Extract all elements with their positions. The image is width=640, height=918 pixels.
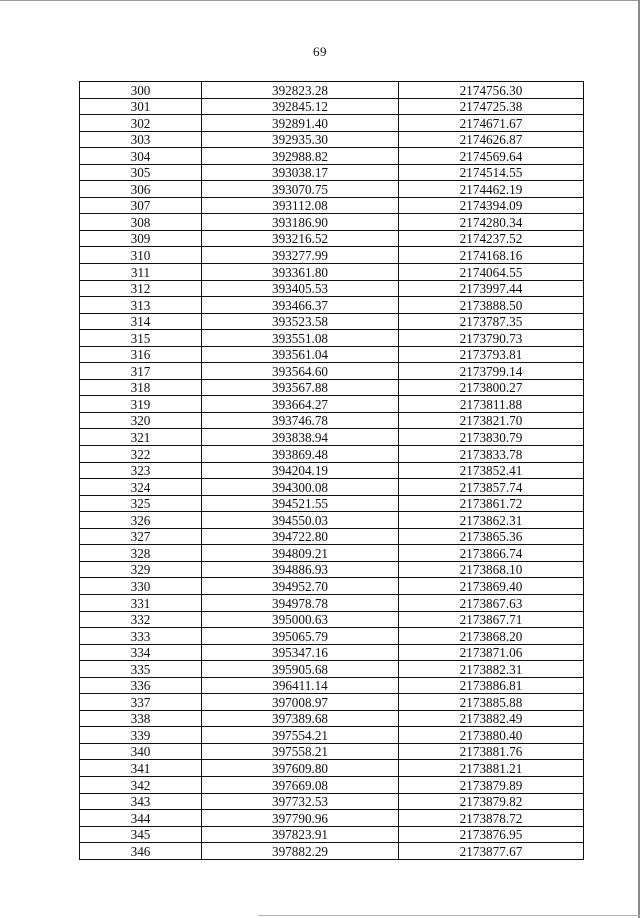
table-row (80, 743, 584, 760)
x-coordinate-cell: 397008.97 (202, 694, 399, 711)
table-row (80, 379, 584, 396)
x-coordinate-cell: 393112.08 (202, 197, 399, 214)
point-number-cell: 318 (80, 379, 202, 396)
point-number-cell: 312 (80, 280, 202, 297)
x-coordinate-cell: 394521.55 (202, 495, 399, 512)
table-row (80, 462, 584, 479)
x-coordinate-cell: 397790.96 (202, 810, 399, 827)
table-row (80, 230, 584, 247)
x-coordinate-cell: 397609.80 (202, 760, 399, 777)
x-coordinate-cell: 393038.17 (202, 164, 399, 181)
y-coordinate-cell: 2173811.88 (399, 396, 584, 413)
point-number-cell: 304 (80, 148, 202, 165)
point-number-cell: 335 (80, 661, 202, 678)
point-number-cell: 301 (80, 98, 202, 115)
table-row (80, 512, 584, 529)
table-row (80, 313, 584, 330)
x-coordinate-cell: 393523.58 (202, 313, 399, 330)
point-number-cell: 333 (80, 628, 202, 645)
x-coordinate-cell: 397669.08 (202, 776, 399, 793)
point-number-cell: 343 (80, 793, 202, 810)
x-coordinate-cell: 393838.94 (202, 429, 399, 446)
point-number-cell: 313 (80, 297, 202, 314)
point-number-cell: 337 (80, 694, 202, 711)
y-coordinate-cell: 2173857.74 (399, 479, 584, 496)
x-coordinate-cell: 394550.03 (202, 512, 399, 529)
table-row (80, 677, 584, 694)
table-row (80, 297, 584, 314)
x-coordinate-cell: 393216.52 (202, 230, 399, 247)
point-number-cell: 326 (80, 512, 202, 529)
x-coordinate-cell: 392988.82 (202, 148, 399, 165)
table-row (80, 760, 584, 777)
table-row (80, 727, 584, 744)
point-number-cell: 308 (80, 214, 202, 231)
point-number-cell: 331 (80, 594, 202, 611)
table-row (80, 545, 584, 562)
y-coordinate-cell: 2174237.52 (399, 230, 584, 247)
point-number-cell: 345 (80, 826, 202, 843)
table-row (80, 776, 584, 793)
x-coordinate-cell: 394204.19 (202, 462, 399, 479)
y-coordinate-cell: 2173821.70 (399, 412, 584, 429)
y-coordinate-cell: 2173852.41 (399, 462, 584, 479)
point-number-cell: 314 (80, 313, 202, 330)
page-number: 69 (313, 44, 327, 59)
x-coordinate-cell: 393561.04 (202, 346, 399, 363)
point-number-cell: 310 (80, 247, 202, 264)
table-row (80, 446, 584, 463)
x-coordinate-cell: 393551.08 (202, 330, 399, 347)
y-coordinate-cell: 2174394.09 (399, 197, 584, 214)
x-coordinate-cell: 395065.79 (202, 628, 399, 645)
table-row (80, 793, 584, 810)
x-coordinate-cell: 392891.40 (202, 115, 399, 132)
table-row (80, 843, 584, 860)
y-coordinate-cell: 2173881.76 (399, 743, 584, 760)
y-coordinate-cell: 2173867.71 (399, 611, 584, 628)
table-row (80, 330, 584, 347)
point-number-cell: 322 (80, 446, 202, 463)
y-coordinate-cell: 2173833.78 (399, 446, 584, 463)
x-coordinate-cell: 397558.21 (202, 743, 399, 760)
y-coordinate-cell: 2173790.73 (399, 330, 584, 347)
table-row (80, 131, 584, 148)
point-number-cell: 309 (80, 230, 202, 247)
table-row (80, 197, 584, 214)
point-number-cell: 329 (80, 561, 202, 578)
table-row (80, 247, 584, 264)
y-coordinate-cell: 2173867.63 (399, 594, 584, 611)
y-coordinate-cell: 2174671.67 (399, 115, 584, 132)
y-coordinate-cell: 2173862.31 (399, 512, 584, 529)
point-number-cell: 328 (80, 545, 202, 562)
y-coordinate-cell: 2174725.38 (399, 98, 584, 115)
x-coordinate-cell: 395905.68 (202, 661, 399, 678)
point-number-cell: 305 (80, 164, 202, 181)
y-coordinate-cell: 2173886.81 (399, 677, 584, 694)
scan-edge-top (0, 0, 640, 1)
x-coordinate-cell: 393564.60 (202, 363, 399, 380)
y-coordinate-cell: 2173879.82 (399, 793, 584, 810)
x-coordinate-cell: 393277.99 (202, 247, 399, 264)
y-coordinate-cell: 2173881.21 (399, 760, 584, 777)
x-coordinate-cell: 392823.28 (202, 82, 399, 99)
x-coordinate-cell: 393466.37 (202, 297, 399, 314)
point-number-cell: 336 (80, 677, 202, 694)
x-coordinate-cell: 393746.78 (202, 412, 399, 429)
y-coordinate-cell: 2174569.64 (399, 148, 584, 165)
table-row (80, 561, 584, 578)
x-coordinate-cell: 394952.70 (202, 578, 399, 595)
point-number-cell: 341 (80, 760, 202, 777)
point-number-cell: 338 (80, 710, 202, 727)
y-coordinate-cell: 2173880.40 (399, 727, 584, 744)
point-number-cell: 319 (80, 396, 202, 413)
point-number-cell: 342 (80, 776, 202, 793)
y-coordinate-cell: 2174462.19 (399, 181, 584, 198)
table-row (80, 594, 584, 611)
y-coordinate-cell: 2173868.10 (399, 561, 584, 578)
point-number-cell: 334 (80, 644, 202, 661)
point-number-cell: 330 (80, 578, 202, 595)
y-coordinate-cell: 2173869.40 (399, 578, 584, 595)
x-coordinate-cell: 393070.75 (202, 181, 399, 198)
y-coordinate-cell: 2173997.44 (399, 280, 584, 297)
x-coordinate-cell: 394300.08 (202, 479, 399, 496)
table-row (80, 264, 584, 281)
y-coordinate-cell: 2174168.16 (399, 247, 584, 264)
y-coordinate-cell: 2173866.74 (399, 545, 584, 562)
table-row (80, 710, 584, 727)
x-coordinate-cell: 396411.14 (202, 677, 399, 694)
y-coordinate-cell: 2173799.14 (399, 363, 584, 380)
table-row (80, 396, 584, 413)
point-number-cell: 327 (80, 528, 202, 545)
point-number-cell: 320 (80, 412, 202, 429)
y-coordinate-cell: 2174064.55 (399, 264, 584, 281)
coordinates-table (79, 81, 584, 860)
point-number-cell: 303 (80, 131, 202, 148)
y-coordinate-cell: 2174280.34 (399, 214, 584, 231)
x-coordinate-cell: 393405.53 (202, 280, 399, 297)
y-coordinate-cell: 2174626.87 (399, 131, 584, 148)
x-coordinate-cell: 393361.80 (202, 264, 399, 281)
table-row (80, 644, 584, 661)
table-row (80, 181, 584, 198)
point-number-cell: 306 (80, 181, 202, 198)
table-row (80, 115, 584, 132)
x-coordinate-cell: 397554.21 (202, 727, 399, 744)
table-row (80, 694, 584, 711)
x-coordinate-cell: 394722.80 (202, 528, 399, 545)
table-row (80, 412, 584, 429)
y-coordinate-cell: 2173876.95 (399, 826, 584, 843)
point-number-cell: 302 (80, 115, 202, 132)
point-number-cell: 321 (80, 429, 202, 446)
x-coordinate-cell: 395347.16 (202, 644, 399, 661)
x-coordinate-cell: 393869.48 (202, 446, 399, 463)
table-row (80, 628, 584, 645)
y-coordinate-cell: 2173793.81 (399, 346, 584, 363)
table-row (80, 363, 584, 380)
table-row (80, 164, 584, 181)
y-coordinate-cell: 2173877.67 (399, 843, 584, 860)
x-coordinate-cell: 394886.93 (202, 561, 399, 578)
y-coordinate-cell: 2173865.36 (399, 528, 584, 545)
y-coordinate-cell: 2173882.31 (399, 661, 584, 678)
table-row (80, 528, 584, 545)
y-coordinate-cell: 2173882.49 (399, 710, 584, 727)
x-coordinate-cell: 392845.12 (202, 98, 399, 115)
table-row (80, 280, 584, 297)
point-number-cell: 344 (80, 810, 202, 827)
point-number-cell: 311 (80, 264, 202, 281)
point-number-cell: 315 (80, 330, 202, 347)
y-coordinate-cell: 2173888.50 (399, 297, 584, 314)
x-coordinate-cell: 394978.78 (202, 594, 399, 611)
table-row (80, 214, 584, 231)
table-row (80, 578, 584, 595)
point-number-cell: 340 (80, 743, 202, 760)
table-row (80, 82, 584, 99)
y-coordinate-cell: 2173885.88 (399, 694, 584, 711)
table-row (80, 611, 584, 628)
y-coordinate-cell: 2174514.55 (399, 164, 584, 181)
point-number-cell: 339 (80, 727, 202, 744)
point-number-cell: 325 (80, 495, 202, 512)
point-number-cell: 332 (80, 611, 202, 628)
y-coordinate-cell: 2173861.72 (399, 495, 584, 512)
table-row (80, 810, 584, 827)
x-coordinate-cell: 397882.29 (202, 843, 399, 860)
x-coordinate-cell: 395000.63 (202, 611, 399, 628)
point-number-cell: 300 (80, 82, 202, 99)
x-coordinate-cell: 392935.30 (202, 131, 399, 148)
table-row (80, 346, 584, 363)
y-coordinate-cell: 2173878.72 (399, 810, 584, 827)
y-coordinate-cell: 2173868.20 (399, 628, 584, 645)
point-number-cell: 346 (80, 843, 202, 860)
point-number-cell: 316 (80, 346, 202, 363)
point-number-cell: 307 (80, 197, 202, 214)
x-coordinate-cell: 397823.91 (202, 826, 399, 843)
table-row (80, 826, 584, 843)
table-row (80, 661, 584, 678)
y-coordinate-cell: 2173871.06 (399, 644, 584, 661)
x-coordinate-cell: 397732.53 (202, 793, 399, 810)
point-number-cell: 324 (80, 479, 202, 496)
y-coordinate-cell: 2173830.79 (399, 429, 584, 446)
y-coordinate-cell: 2173787.35 (399, 313, 584, 330)
x-coordinate-cell: 397389.68 (202, 710, 399, 727)
point-number-cell: 323 (80, 462, 202, 479)
x-coordinate-cell: 394809.21 (202, 545, 399, 562)
y-coordinate-cell: 2173879.89 (399, 776, 584, 793)
x-coordinate-cell: 393664.27 (202, 396, 399, 413)
x-coordinate-cell: 393186.90 (202, 214, 399, 231)
table-row (80, 148, 584, 165)
scan-edge-bottom (258, 915, 640, 916)
x-coordinate-cell: 393567.88 (202, 379, 399, 396)
table-row (80, 429, 584, 446)
table-row (80, 479, 584, 496)
point-number-cell: 317 (80, 363, 202, 380)
coordinates-table-body (80, 82, 584, 860)
table-row (80, 495, 584, 512)
table-row (80, 98, 584, 115)
y-coordinate-cell: 2173800.27 (399, 379, 584, 396)
y-coordinate-cell: 2174756.30 (399, 82, 584, 99)
